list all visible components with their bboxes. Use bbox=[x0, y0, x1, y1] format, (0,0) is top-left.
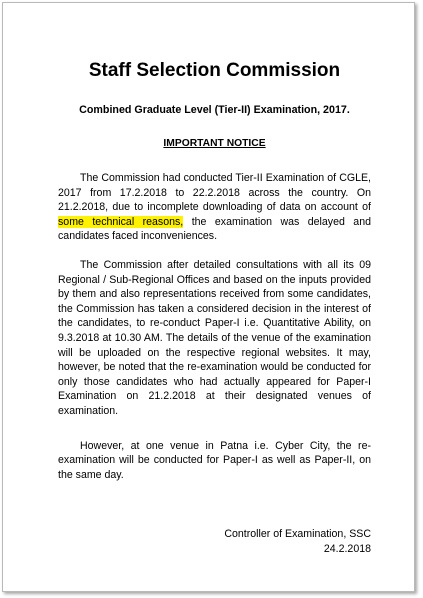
highlighted-text: some technical reasons, bbox=[58, 215, 184, 228]
signature-block bbox=[58, 527, 371, 556]
notice-date: 24.2.2018 bbox=[323, 542, 371, 555]
paragraph-1-text-start: The Commission had conducted Tier-II Examination of CGLE, 2017 from 17.2.2018 to 22.2.2018 across the country. On 21.2.2018, due to incomplete downloading of data on account of bbox=[58, 172, 371, 214]
paragraph-2: The Commission after detailed consultations with all its 09 Regional / Sub-Regional Offices and based on the inputs provided by them and also representations received from some candidates, the Commission has taken a considered decision in the interest of the candidates, to re-conduct Paper-I i.e. Quantitative Ability, on 9.3.2018 at 10.30 AM. The details of the venue of the examination will be uploaded on the respective regional websites. It may, however, be noted that the re-examination would be conducted for only those candidates who had actually appeared for Paper-I Examination on 21.2.2018 at their designated venues of examination. bbox=[58, 258, 371, 417]
exam-subtitle: Combined Graduate Level (Tier-II) Examination, 2017. bbox=[79, 104, 350, 116]
document-page bbox=[2, 2, 415, 592]
paragraph-1 bbox=[58, 171, 371, 244]
notice-heading: IMPORTANT NOTICE bbox=[163, 138, 266, 149]
page-title: Staff Selection Commission bbox=[88, 60, 341, 81]
paragraph-3: However, at one venue in Patna i.e. Cyber City, the re-examination will be conducted for Paper-I as well as Paper-II, on the same day. bbox=[58, 439, 371, 481]
signatory: Controller of Examination, SSC bbox=[224, 528, 371, 541]
document-body bbox=[58, 58, 371, 556]
paragraph-1-text-end: the examination was delayed and candidates faced inconveniences. bbox=[58, 215, 371, 243]
